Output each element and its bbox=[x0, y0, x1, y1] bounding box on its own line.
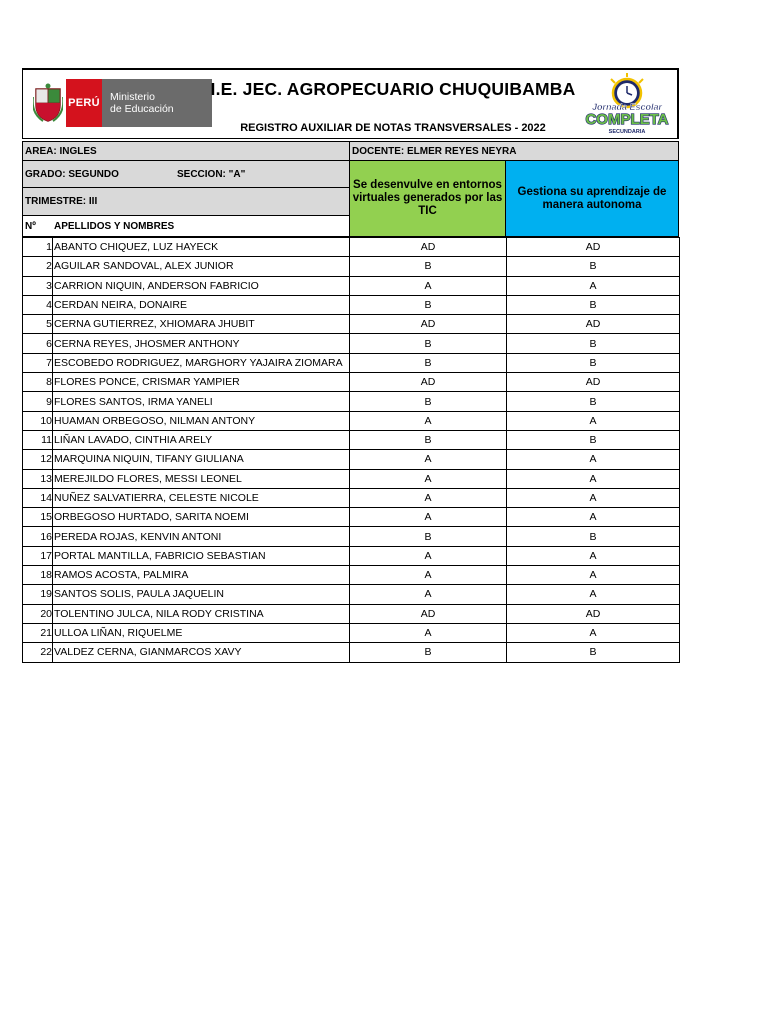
competency-2-grade: B bbox=[507, 334, 680, 353]
competency-1-grade: B bbox=[350, 392, 507, 411]
peru-label: PERÚ bbox=[66, 79, 102, 127]
competency-1-grade: B bbox=[350, 527, 507, 546]
competency-1-grade: AD bbox=[350, 315, 507, 334]
table-row bbox=[23, 585, 680, 604]
student-number: 19 bbox=[23, 585, 53, 604]
student-name: CERNA GUTIERREZ, XHIOMARA JHUBIT bbox=[53, 315, 350, 334]
table-row bbox=[23, 508, 680, 527]
student-number: 6 bbox=[23, 334, 53, 353]
competency-1-grade: B bbox=[350, 353, 507, 372]
area-label: AREA: INGLES bbox=[22, 141, 349, 161]
student-number: 15 bbox=[23, 508, 53, 527]
student-number: 18 bbox=[23, 566, 53, 585]
competency-2-grade: AD bbox=[507, 373, 680, 392]
competency-1-grade: AD bbox=[350, 604, 507, 623]
student-name: LIÑAN LAVADO, CINTHIA ARELY bbox=[53, 430, 350, 449]
table-row bbox=[23, 469, 680, 488]
competency-1-grade: B bbox=[350, 257, 507, 276]
table-row bbox=[23, 566, 680, 585]
student-number: 13 bbox=[23, 469, 53, 488]
competency-1-grade: A bbox=[350, 566, 507, 585]
minedu-logo bbox=[30, 79, 212, 127]
table-row bbox=[23, 488, 680, 507]
student-name: ORBEGOSO HURTADO, SARITA NOEMI bbox=[53, 508, 350, 527]
competency-1-grade: A bbox=[350, 508, 507, 527]
student-name: NUÑEZ SALVATIERRA, CELESTE NICOLE bbox=[53, 488, 350, 507]
competency-1-grade: B bbox=[350, 334, 507, 353]
register-title: REGISTRO AUXILIAR DE NOTAS TRANSVERSALES - 2022 bbox=[240, 122, 546, 134]
student-number: 7 bbox=[23, 353, 53, 372]
competency-1-grade: A bbox=[350, 450, 507, 469]
competency-2-grade: A bbox=[507, 411, 680, 430]
table-row bbox=[23, 392, 680, 411]
competency-2-grade: AD bbox=[507, 604, 680, 623]
competency-1-grade: A bbox=[350, 546, 507, 565]
table-row bbox=[23, 295, 680, 314]
competency-2-grade: A bbox=[507, 546, 680, 565]
student-number: 21 bbox=[23, 623, 53, 642]
student-name: SANTOS SOLIS, PAULA JAQUELIN bbox=[53, 585, 350, 604]
student-number: 12 bbox=[23, 450, 53, 469]
competency-1-header: Se desenvulve en entornos virtuales generados por las TIC bbox=[349, 161, 506, 237]
competency-2-grade: B bbox=[507, 353, 680, 372]
jec-logo-line-1: Jornada Escolar bbox=[591, 102, 663, 112]
student-number: 4 bbox=[23, 295, 53, 314]
student-name: ESCOBEDO RODRIGUEZ, MARGHORY YAJAIRA ZIOMARA bbox=[53, 353, 350, 372]
section-label: SECCION: "A" bbox=[177, 168, 246, 180]
competency-1-grade: B bbox=[350, 430, 507, 449]
table-row bbox=[23, 527, 680, 546]
student-number: 16 bbox=[23, 527, 53, 546]
grades-table-body bbox=[23, 238, 680, 663]
competency-2-grade: A bbox=[507, 469, 680, 488]
student-number: 20 bbox=[23, 604, 53, 623]
competency-2-header: Gestiona su aprendizaje de manera autonoma bbox=[506, 161, 679, 237]
ministry-label bbox=[102, 79, 212, 127]
table-row bbox=[23, 450, 680, 469]
ministry-line-1: Ministerio bbox=[110, 91, 155, 103]
competency-1-grade: A bbox=[350, 585, 507, 604]
info-block bbox=[22, 141, 679, 237]
table-row bbox=[23, 430, 680, 449]
grade-sheet bbox=[22, 68, 679, 139]
student-number: 14 bbox=[23, 488, 53, 507]
competency-2-grade: A bbox=[507, 276, 680, 295]
student-name: ULLOA LIÑAN, RIQUELME bbox=[53, 623, 350, 642]
student-name: VALDEZ CERNA, GIANMARCOS XAVY bbox=[53, 643, 350, 662]
student-number: 22 bbox=[23, 643, 53, 662]
student-name: ABANTO CHIQUEZ, LUZ HAYECK bbox=[53, 238, 350, 257]
competency-1-grade: A bbox=[350, 623, 507, 642]
student-number: 11 bbox=[23, 430, 53, 449]
competency-1-grade: AD bbox=[350, 373, 507, 392]
table-row bbox=[23, 373, 680, 392]
competency-2-grade: B bbox=[507, 643, 680, 662]
student-name: MEREJILDO FLORES, MESSI LEONEL bbox=[53, 469, 350, 488]
competency-2-grade: AD bbox=[507, 315, 680, 334]
competency-1-grade: A bbox=[350, 469, 507, 488]
competency-1-grade: A bbox=[350, 276, 507, 295]
student-name: CERDAN NEIRA, DONAIRE bbox=[53, 295, 350, 314]
competency-2-grade: A bbox=[507, 566, 680, 585]
competency-1-grade: AD bbox=[350, 238, 507, 257]
table-row bbox=[23, 276, 680, 295]
student-number: 8 bbox=[23, 373, 53, 392]
table-row bbox=[23, 604, 680, 623]
competency-2-grade: B bbox=[507, 257, 680, 276]
student-name: CERNA REYES, JHOSMER ANTHONY bbox=[53, 334, 350, 353]
competency-2-grade: AD bbox=[507, 238, 680, 257]
table-row bbox=[23, 623, 680, 642]
table-row bbox=[23, 353, 680, 372]
competency-2-grade: A bbox=[507, 585, 680, 604]
competency-2-grade: A bbox=[507, 488, 680, 507]
student-number: 2 bbox=[23, 257, 53, 276]
competency-1-grade: B bbox=[350, 643, 507, 662]
table-row bbox=[23, 315, 680, 334]
table-row bbox=[23, 238, 680, 257]
peru-coat-of-arms-icon bbox=[30, 79, 66, 127]
ministry-line-2: de Educación bbox=[110, 103, 174, 115]
jec-logo bbox=[581, 73, 673, 135]
student-name: HUAMAN ORBEGOSO, NILMAN ANTONY bbox=[53, 411, 350, 430]
competency-1-grade: A bbox=[350, 488, 507, 507]
grade-label: GRADO: SEGUNDO bbox=[25, 168, 119, 180]
student-name: PORTAL MANTILLA, FABRICIO SEBASTIAN bbox=[53, 546, 350, 565]
school-title: I.E. JEC. AGROPECUARIO CHUQUIBAMBA bbox=[210, 79, 576, 99]
student-name: TOLENTINO JULCA, NILA RODY CRISTINA bbox=[53, 604, 350, 623]
student-number: 10 bbox=[23, 411, 53, 430]
student-number: 9 bbox=[23, 392, 53, 411]
jec-logo-line-3: SECUNDARIA bbox=[608, 129, 646, 135]
competency-2-grade: B bbox=[507, 295, 680, 314]
student-number: 17 bbox=[23, 546, 53, 565]
table-row bbox=[23, 257, 680, 276]
student-name: FLORES SANTOS, IRMA YANELI bbox=[53, 392, 350, 411]
column-number-header: Nº bbox=[22, 216, 52, 237]
table-row bbox=[23, 643, 680, 662]
student-name: AGUILAR SANDOVAL, ALEX JUNIOR bbox=[53, 257, 350, 276]
teacher-label: DOCENTE: ELMER REYES NEYRA bbox=[349, 141, 679, 161]
competency-1-grade: A bbox=[350, 411, 507, 430]
grades-table-wrap bbox=[22, 237, 680, 663]
competency-2-grade: A bbox=[507, 450, 680, 469]
table-row bbox=[23, 546, 680, 565]
student-name: MARQUINA NIQUIN, TIFANY GIULIANA bbox=[53, 450, 350, 469]
competency-2-grade: B bbox=[507, 430, 680, 449]
grades-table bbox=[22, 237, 680, 663]
student-name: FLORES PONCE, CRISMAR YAMPIER bbox=[53, 373, 350, 392]
competency-2-grade: A bbox=[507, 623, 680, 642]
grade-row bbox=[22, 161, 349, 188]
sheet-header bbox=[22, 68, 679, 139]
competency-1-grade: B bbox=[350, 295, 507, 314]
column-names-header: APELLIDOS Y NOMBRES bbox=[52, 216, 349, 237]
table-row bbox=[23, 411, 680, 430]
term-label: TRIMESTRE: III bbox=[22, 188, 349, 216]
student-number: 1 bbox=[23, 238, 53, 257]
competency-2-grade: A bbox=[507, 508, 680, 527]
competency-2-grade: B bbox=[507, 392, 680, 411]
competency-2-grade: B bbox=[507, 527, 680, 546]
jec-logo-line-2: COMPLETA bbox=[585, 111, 669, 128]
student-number: 5 bbox=[23, 315, 53, 334]
student-name: PEREDA ROJAS, KENVIN ANTONI bbox=[53, 527, 350, 546]
student-name: RAMOS ACOSTA, PALMIRA bbox=[53, 566, 350, 585]
table-row bbox=[23, 334, 680, 353]
student-name: CARRION NIQUIN, ANDERSON FABRICIO bbox=[53, 276, 350, 295]
student-number: 3 bbox=[23, 276, 53, 295]
